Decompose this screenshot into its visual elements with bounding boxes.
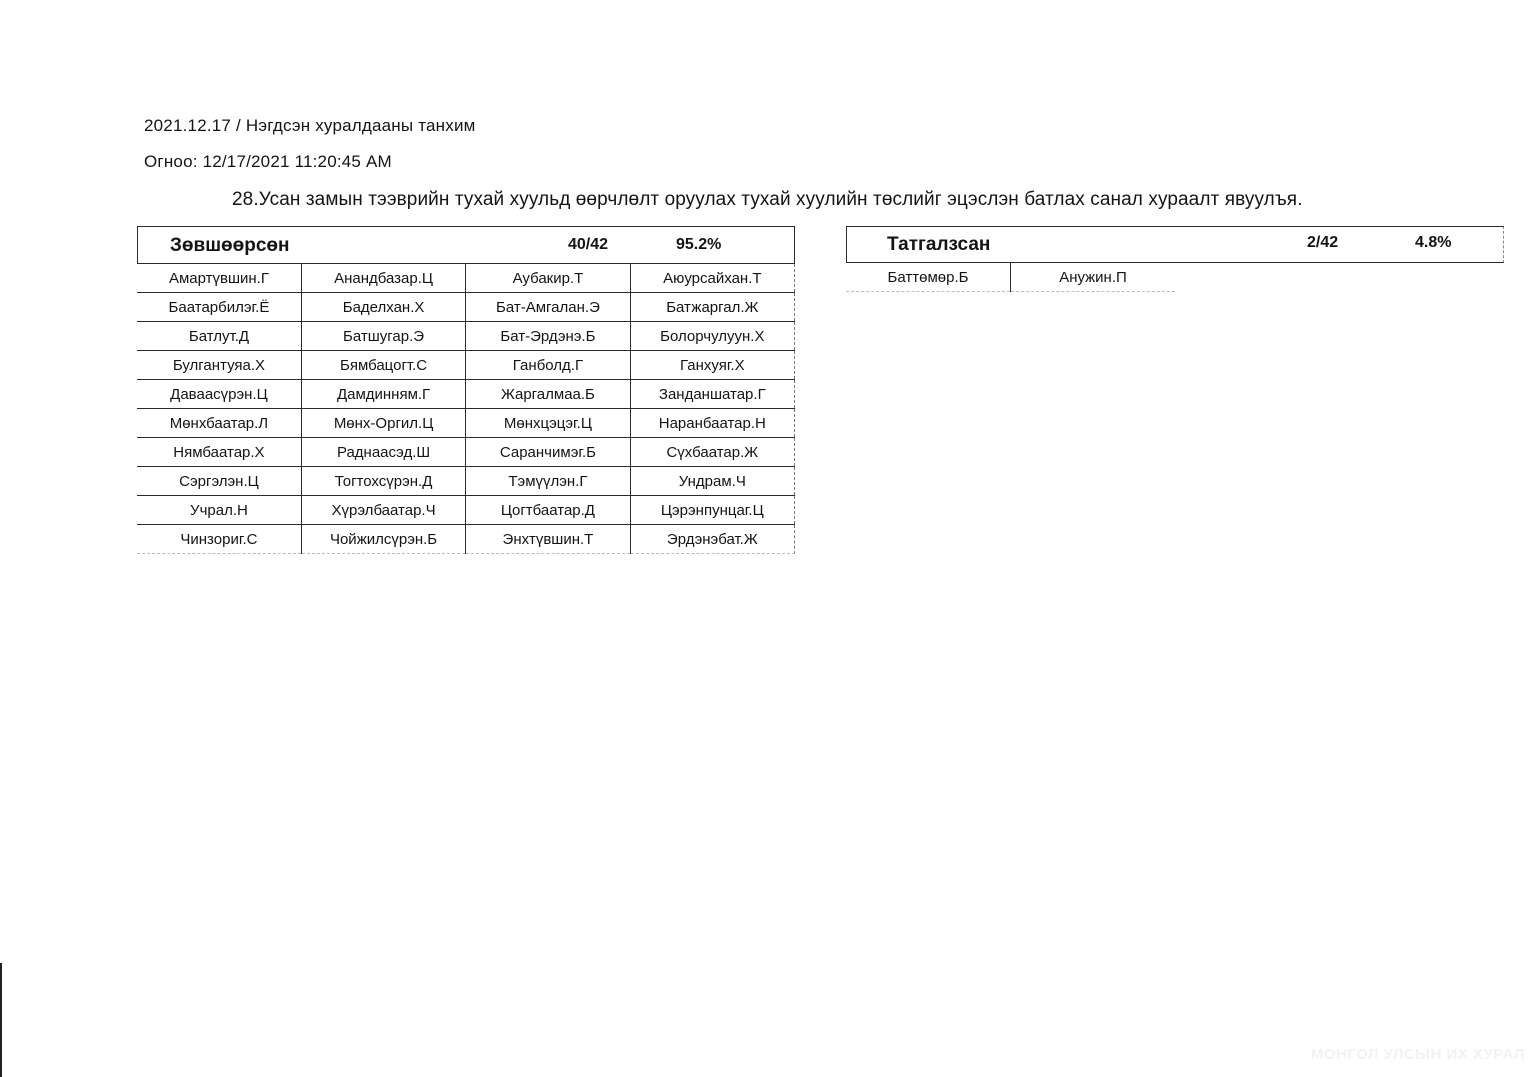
member-name: Тогтохсүрэн.Д [301, 467, 465, 496]
rejected-names-table [846, 263, 1175, 292]
scan-edge-line [0, 963, 2, 1077]
session-date-time: Огноо: 12/17/2021 11:20:45 AM [144, 152, 392, 171]
member-name: Бямбацогт.С [301, 351, 465, 380]
member-name: Энхтүвшин.Т [466, 525, 630, 554]
member-name: Чинзориг.С [137, 525, 301, 554]
approved-names-table [137, 264, 795, 554]
member-name: Батшугар.Э [301, 322, 465, 351]
rejected-header [846, 226, 1504, 263]
member-name: Тэмүүлэн.Г [466, 467, 630, 496]
approved-header [137, 226, 795, 264]
approved-title: Зөвшөөрсөн [170, 235, 290, 256]
table-row [137, 496, 795, 525]
member-name: Булгантуяа.Х [137, 351, 301, 380]
member-name: Баделхан.Х [301, 293, 465, 322]
table-row [137, 351, 795, 380]
member-name: Сүхбаатар.Ж [630, 438, 794, 467]
table-row [137, 380, 795, 409]
table-row [137, 293, 795, 322]
member-name: Ганболд.Г [466, 351, 630, 380]
rejected-block [846, 226, 1504, 292]
member-name: Аюурсайхан.Т [630, 264, 794, 293]
table-row [137, 409, 795, 438]
member-name: Эрдэнэбат.Ж [630, 525, 794, 554]
member-name: Наранбаатар.Н [630, 409, 794, 438]
member-name: Мөнхцэцэг.Ц [466, 409, 630, 438]
member-name: Анужин.П [1011, 263, 1176, 292]
table-row [137, 322, 795, 351]
member-name: Аубакир.Т [466, 264, 630, 293]
table-row [846, 263, 1175, 292]
member-name: Анандбазар.Ц [301, 264, 465, 293]
member-name: Саранчимэг.Б [466, 438, 630, 467]
member-name: Ундрам.Ч [630, 467, 794, 496]
member-name: Даваасүрэн.Ц [137, 380, 301, 409]
member-name: Амартүвшин.Г [137, 264, 301, 293]
approved-percent: 95.2% [676, 236, 722, 253]
rejected-count: 2/42 [1307, 234, 1339, 251]
member-name: Раднаасэд.Ш [301, 438, 465, 467]
member-name: Баттөмөр.Б [846, 263, 1011, 292]
member-name: Баатарбилэг.Ё [137, 293, 301, 322]
member-name: Хүрэлбаатар.Ч [301, 496, 465, 525]
member-name: Дамдинням.Г [301, 380, 465, 409]
member-name: Батжаргал.Ж [630, 293, 794, 322]
member-name: Занданшатар.Г [630, 380, 794, 409]
member-name: Жаргалмаа.Б [466, 380, 630, 409]
member-name: Бат-Эрдэнэ.Б [466, 322, 630, 351]
table-row [137, 264, 795, 293]
member-name: Нямбаатар.Х [137, 438, 301, 467]
table-row [137, 525, 795, 554]
member-name: Мөнх-Оргил.Ц [301, 409, 465, 438]
rejected-title: Татгалзсан [887, 234, 991, 255]
member-name: Мөнхбаатар.Л [137, 409, 301, 438]
approved-count: 40/42 [568, 236, 609, 253]
member-name: Батлут.Д [137, 322, 301, 351]
member-name: Цогтбаатар.Д [466, 496, 630, 525]
vote-question: 28.Усан замын тээврийн тухай хуульд өөрчлөлт оруулах тухай хуулийн төслийг эцэслэн батлах санал хураалт явуулъя. [232, 189, 1303, 210]
member-name: Болорчулуун.Х [630, 322, 794, 351]
table-row [137, 438, 795, 467]
member-name: Сэргэлэн.Ц [137, 467, 301, 496]
approved-block [137, 226, 795, 554]
member-name: Ганхуяг.Х [630, 351, 794, 380]
rejected-percent: 4.8% [1415, 234, 1452, 251]
member-name: Цэрэнпунцаг.Ц [630, 496, 794, 525]
watermark-text: МОНГОЛ УЛСЫН ИХ ХУРАЛ [1310, 1046, 1525, 1063]
member-name: Бат-Амгалан.Э [466, 293, 630, 322]
table-row [137, 467, 795, 496]
member-name: Чойжилсүрэн.Б [301, 525, 465, 554]
session-date-place: 2021.12.17 / Нэгдсэн хуралдааны танхим [144, 116, 476, 135]
member-name: Учрал.Н [137, 496, 301, 525]
